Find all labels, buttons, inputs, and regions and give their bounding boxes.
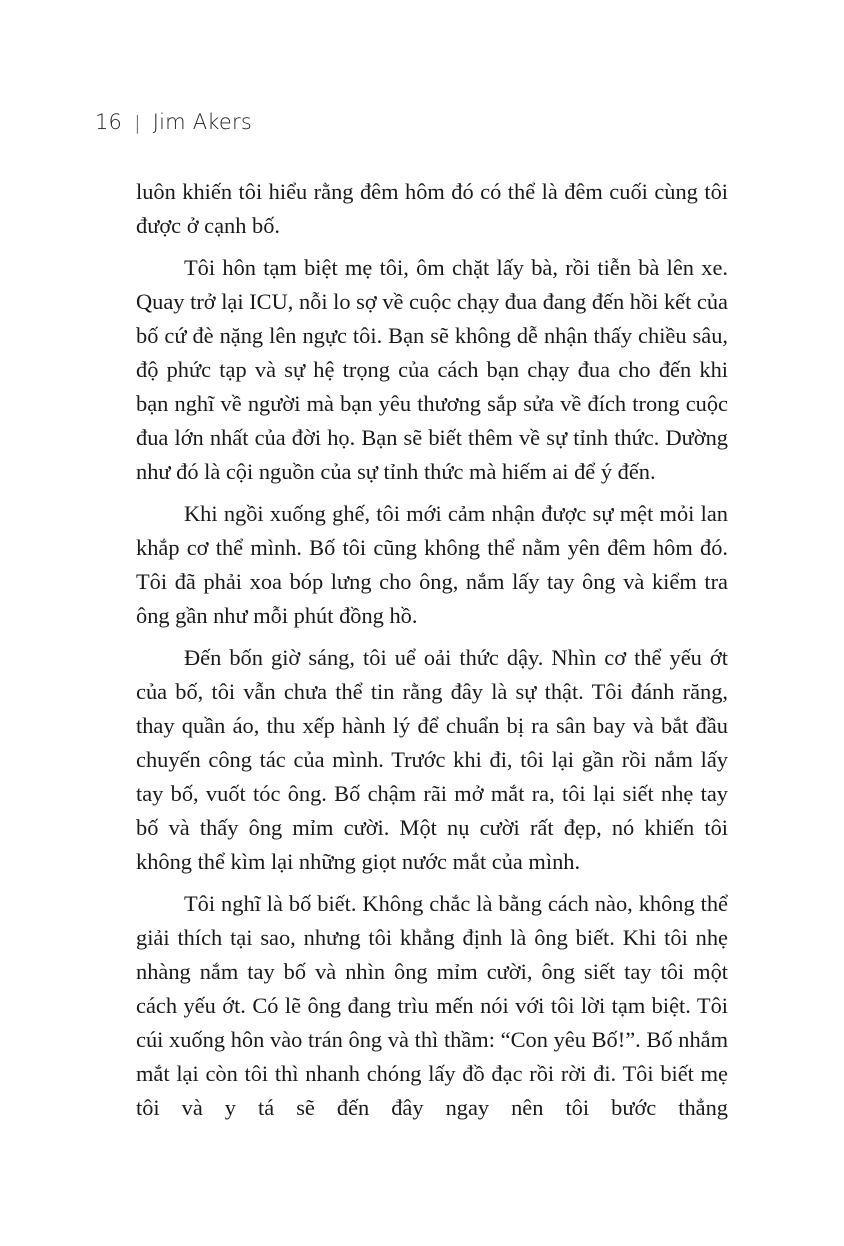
paragraph: Tôi hôn tạm biệt mẹ tôi, ôm chặt lấy bà, rồi tiễn bà lên xe. Quay trở lại ICU, nỗi lo sợ về cuộc chạy đua đang đến hồi kết của bố cứ đè nặng lên ngực tôi. Bạn sẽ không dễ nhận thấy chiều sâu, độ phức tạp và sự hệ trọng của cách bạn chạy đua cho đến khi bạn nghĩ về người mà bạn yêu thương sắp sửa về đích trong cuộc đua lớn nhất của đời họ. Bạn sẽ biết thêm về sự tỉnh thức. Dường như đó là cội nguồn của sự tỉnh thức mà hiếm ai để ý đến.	[136, 255, 728, 484]
paragraph: Đến bốn giờ sáng, tôi uể oải thức dậy. Nhìn cơ thể yếu ớt của bố, tôi vẫn chưa thể tin rằng đây là sự thật. Tôi đánh răng, thay quần áo, thu xếp hành lý để chuẩn bị ra sân bay và bắt đầu chuyến công tác của mình. Trước khi đi, tôi lại gần rồi nắm lấy tay bố, vuốt tóc ông. Bố chậm rãi mở mắt ra, tôi lại siết nhẹ tay bố và thấy ông mỉm cười. Một nụ cười rất đẹp, nó khiến tôi không thể kìm lại những giọt nước mắt của mình.	[136, 645, 728, 874]
paragraph: Khi ngồi xuống ghế, tôi mới cảm nhận được sự mệt mỏi lan khắp cơ thể mình. Bố tôi cũng không thể nằm yên đêm hôm đó. Tôi đã phải xoa bóp lưng cho ông, nắm lấy tay ông và kiểm tra ông gần như mỗi phút đồng hồ.	[136, 501, 728, 628]
page-number: 16	[95, 110, 123, 134]
author-name: Jim Akers	[152, 110, 252, 134]
paragraph: luôn khiến tôi hiểu rằng đêm hôm đó có thể là đêm cuối cùng tôi được ở cạnh bố.	[136, 179, 728, 238]
page-body	[136, 175, 728, 1133]
paragraph: Tôi nghĩ là bố biết. Không chắc là bằng cách nào, không thể giải thích tại sao, nhưng tôi khẳng định là ông biết. Khi tôi nhẹ nhàng nắm tay bố và nhìn ông mỉm cười, ông siết tay tôi một cách yếu ớt. Có lẽ ông đang trìu mến nói với tôi lời tạm biệt. Tôi cúi xuống hôn vào trán ông và thì thầm: “Con yêu Bố!”. Bố nhắm mắt lại còn tôi thì nhanh chóng lấy đồ đạc rồi rời đi. Tôi biết mẹ tôi và y tá sẽ đến đây ngay nên tôi bước thẳng	[136, 891, 728, 1120]
running-header	[95, 110, 252, 134]
header-separator: |	[134, 112, 141, 134]
